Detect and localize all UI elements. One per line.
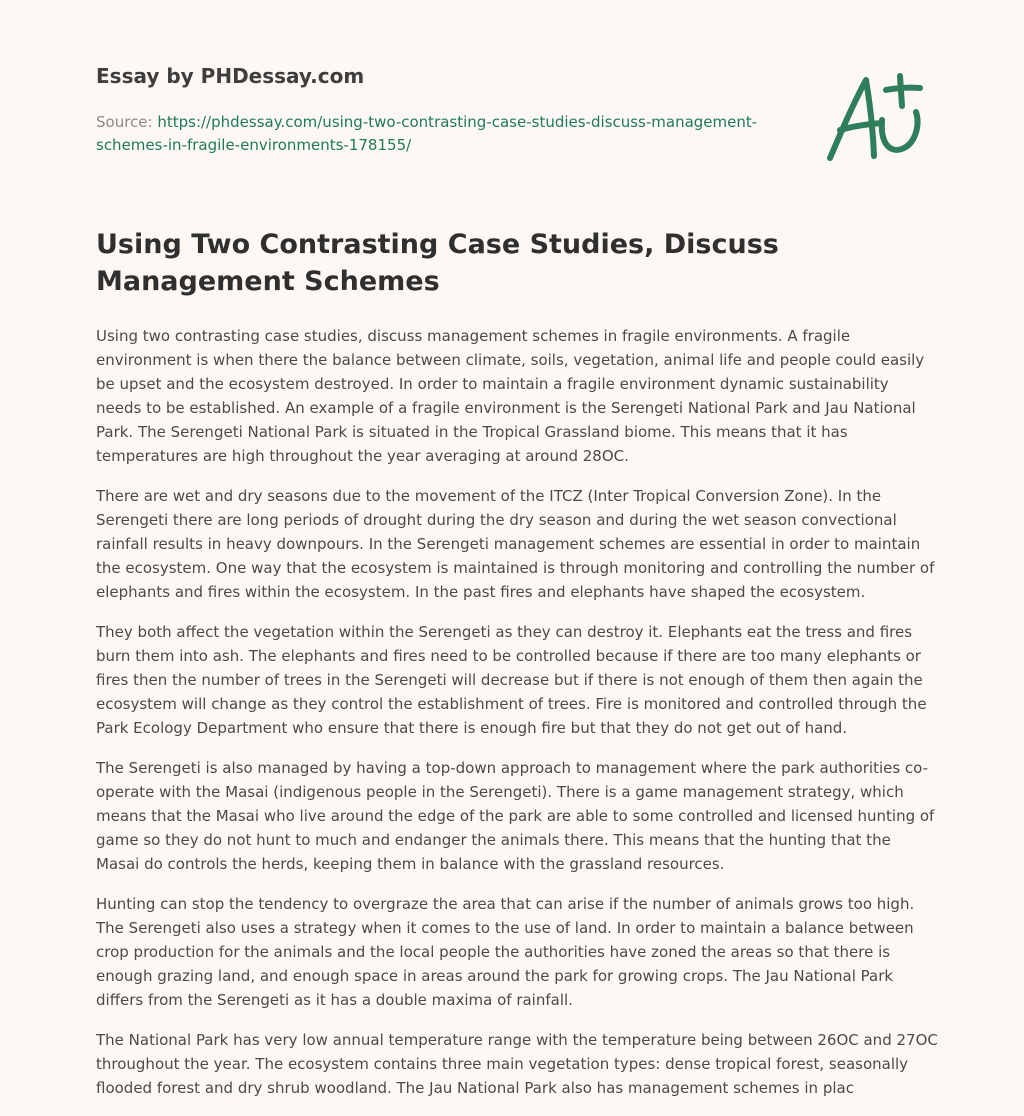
- essay-paragraph: The Serengeti is also managed by having a top-down approach to management where the park authorities co-operate with the Masai (indigenous people in the Serengeti). There is a game management strategy, which means that the Masai who live around the edge of the park are able to some controlled and licensed hunting of game so they do not hunt to much and endanger the animals there. This means that the hunting that the Masai do controls the herds, keeping them in balance with the grassland resources.: [96, 759, 935, 873]
- source-label: Source:: [96, 113, 158, 131]
- brand-heading: Essay by PHDessay.com: [96, 64, 365, 88]
- essay-paragraph: Using two contrasting case studies, discuss management schemes in fragile environments. A fragile environment is when there the balance between climate, soils, vegetation, animal life and people could easily be upset and the ecosystem destroyed. In order to maintain a fragile environment dynamic sustainability needs to be established. An example of a fragile environment is the Serengeti National Park and Jau National Park. The Serengeti National Park is situated in the Tropical Grassland biome. This means that it has temperatures are high throughout the year averaging at around 28OC.: [96, 327, 925, 465]
- essay-paragraph: They both affect the vegetation within the Serengeti as they can destroy it. Elephants eat the tress and fires burn them into ash. The elephants and fires need to be controlled because if there are too many elephants or fires then the number of trees in the Serengeti will decrease but if there is not enough of them then again the ecosystem will change as they control the establishment of trees. Fire is monitored and controlled through the Park Ecology Department who ensure that there is enough fire but that they do not get out of hand.: [96, 623, 927, 737]
- source-line: [96, 111, 776, 157]
- essay-title: Using Two Contrasting Case Studies, Discuss Management Schemes: [96, 229, 779, 297]
- essay-paragraph: There are wet and dry seasons due to the movement of the ITCZ (Inter Tropical Conversion Zone). In the Serengeti there are long periods of drought during the dry season and during the wet season convectional rainfall results in heavy downpours. In the Serengeti management schemes are essential in order to maintain the ecosystem. One way that the ecosystem is maintained is through monitoring and controlling the number of elephants and fires within the ecosystem. In the past fires and elephants have shaped the ecosystem.: [96, 487, 935, 601]
- essay-paragraph: The National Park has very low annual temperature range with the temperature being between 26OC and 27OC throughout the year. The ecosystem contains three main vegetation types: dense tropical forest, seasonally flooded forest and dry shrub woodland. The Jau National Park also has management schemes in plac: [96, 1031, 938, 1097]
- essay-paragraph: Hunting can stop the tendency to overgraze the area that can arise if the number of animals grows too high. The Serengeti also uses a strategy when it comes to the use of land. In order to maintain a balance between crop production for the animals and the local people the authorities have zoned the areas so that there is enough grazing land, and enough space in areas around the park for growing crops. The Jau National Park differs from the Serengeti as it has a double maxima of rainfall.: [96, 895, 915, 1009]
- source-link[interactable]: https://phdessay.com/using-two-contrasting-case-studies-discuss-management-schemes-in-fragile-environments-178155/: [96, 113, 758, 154]
- essay-body: [96, 324, 938, 1116]
- a-plus-grade-icon: [820, 68, 930, 166]
